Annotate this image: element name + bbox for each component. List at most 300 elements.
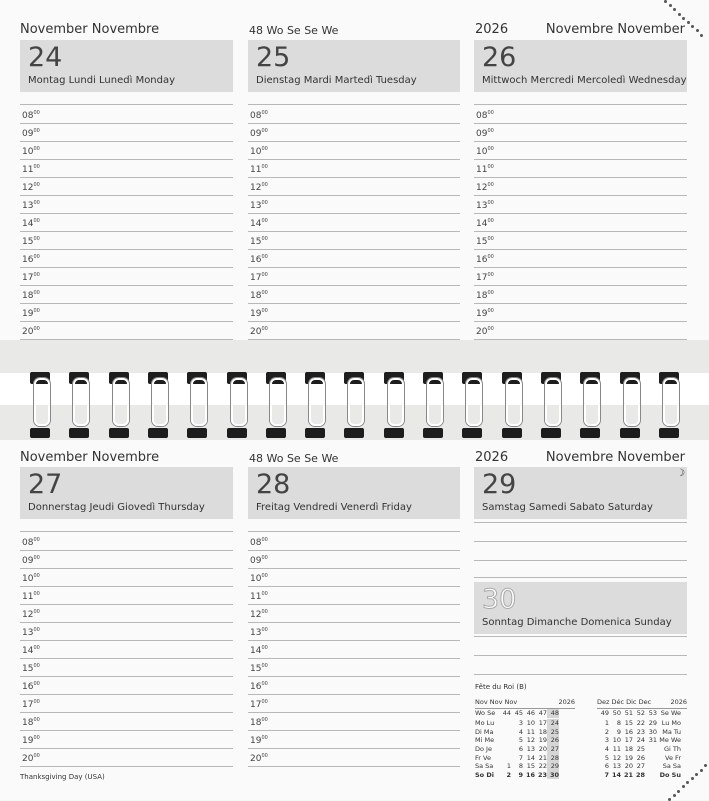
hour-label <box>250 555 268 566</box>
mini-day: 21 <box>538 753 547 762</box>
hour-value: 13 <box>250 628 262 638</box>
mini-day: 22 <box>538 762 547 771</box>
spiral-binding <box>0 340 709 440</box>
spiral-ring <box>30 370 50 420</box>
hour-row[interactable] <box>248 623 460 641</box>
day-names: Dienstag Mardi Martedì Tuesday <box>256 75 417 86</box>
mini-day: 11 <box>526 727 535 736</box>
hour-value: 13 <box>476 201 488 211</box>
day-names: Mittwoch Mercredi Mercoledì Wednesday <box>482 75 687 86</box>
hour-label <box>22 699 40 710</box>
hour-row[interactable] <box>20 551 233 569</box>
hour-minutes: 00 <box>261 555 268 561</box>
hour-minutes: 00 <box>261 609 268 615</box>
rule <box>474 560 687 561</box>
perforation-dot <box>678 13 681 16</box>
perforation-dot <box>682 17 685 20</box>
mini-day <box>499 753 511 762</box>
hour-label <box>22 110 40 121</box>
holiday-note: Thanksgiving Day (USA) <box>20 773 105 781</box>
hour-row[interactable] <box>20 587 233 605</box>
hour-value: 10 <box>476 147 488 157</box>
mini-head: 52 <box>636 709 645 718</box>
hour-row[interactable] <box>474 160 687 178</box>
hour-label <box>476 326 494 337</box>
hour-row[interactable] <box>248 304 460 322</box>
hour-minutes: 00 <box>33 254 40 260</box>
hour-row[interactable] <box>248 731 460 749</box>
hour-value: 11 <box>476 165 488 175</box>
mini-day: 14 <box>611 770 621 779</box>
hour-row[interactable] <box>248 533 460 551</box>
hour-label <box>250 146 268 157</box>
day-names: Sonntag Dimanche Domenica Sunday <box>482 617 672 628</box>
hour-label <box>250 290 268 301</box>
hour-row[interactable] <box>20 106 233 124</box>
hour-row[interactable] <box>474 322 687 340</box>
hour-row[interactable] <box>248 268 460 286</box>
day-number: 29 <box>482 469 517 500</box>
hour-label <box>476 200 494 211</box>
hour-row[interactable] <box>20 142 233 160</box>
mini-day: 4 <box>518 727 523 736</box>
hour-value: 13 <box>250 201 262 211</box>
hour-minutes: 00 <box>33 645 40 651</box>
hour-value: 14 <box>22 219 34 229</box>
mini-day: 2 <box>604 727 609 736</box>
hour-row[interactable] <box>248 695 460 713</box>
mini-day: 18 <box>538 727 547 736</box>
rule <box>474 522 687 523</box>
hour-row[interactable] <box>248 250 460 268</box>
hour-value: 10 <box>22 147 34 157</box>
hour-row[interactable] <box>20 268 233 286</box>
hour-value: 14 <box>476 219 488 229</box>
hour-value: 09 <box>250 556 262 566</box>
hour-row[interactable] <box>474 304 687 322</box>
mini-head: 51 <box>624 709 633 718</box>
hour-row[interactable] <box>248 286 460 304</box>
mini-day: 2 <box>506 770 511 779</box>
hour-minutes: 00 <box>33 146 40 152</box>
hour-value: 15 <box>22 664 34 674</box>
hour-label <box>476 110 494 121</box>
day-names: Samstag Samedi Sabato Saturday <box>482 502 653 513</box>
spiral-ring <box>266 370 286 420</box>
hour-value: 13 <box>22 201 34 211</box>
hour-label <box>22 591 40 602</box>
hour-list <box>474 106 687 340</box>
hour-row[interactable] <box>474 178 687 196</box>
month-label: Novembre November <box>545 450 685 465</box>
hour-value: 20 <box>250 327 262 337</box>
mini-weekday: Sa Sa <box>475 762 494 771</box>
spiral-ring <box>580 370 600 420</box>
hour-row[interactable] <box>20 659 233 677</box>
hour-row[interactable] <box>248 106 460 124</box>
hour-row[interactable] <box>20 232 233 250</box>
day-number: 27 <box>28 469 63 500</box>
hour-minutes: 00 <box>261 164 268 170</box>
hour-row[interactable] <box>248 713 460 731</box>
hour-row[interactable] <box>248 659 460 677</box>
mini-day: 3 <box>604 736 609 745</box>
perforation-dot <box>700 769 703 772</box>
hour-minutes: 00 <box>261 290 268 296</box>
mini-day: 25 <box>636 745 645 754</box>
hour-row[interactable] <box>20 124 233 142</box>
hour-row[interactable] <box>248 196 460 214</box>
hour-minutes: 00 <box>487 110 494 116</box>
hour-row[interactable] <box>474 232 687 250</box>
hour-list <box>20 533 233 767</box>
hour-label <box>22 753 40 764</box>
hour-label <box>22 681 40 692</box>
hour-value: 18 <box>476 291 488 301</box>
mini-day: 15 <box>624 719 633 728</box>
rule <box>474 577 687 578</box>
rule <box>474 674 687 675</box>
hour-row[interactable] <box>20 250 233 268</box>
hour-value: 08 <box>22 538 34 548</box>
hour-row[interactable] <box>248 178 460 196</box>
mini-day: 28 <box>635 770 645 779</box>
hour-minutes: 00 <box>487 128 494 134</box>
day-number: 25 <box>256 42 291 73</box>
mini-day: 28 <box>547 753 559 762</box>
hour-label <box>22 537 40 548</box>
hour-row[interactable] <box>20 178 233 196</box>
mini-day <box>499 728 511 737</box>
hour-label <box>476 236 494 247</box>
rule <box>20 531 233 532</box>
hour-minutes: 00 <box>487 326 494 332</box>
hour-row[interactable] <box>474 286 687 304</box>
col2-header: 48 Wo Se Se We <box>249 452 339 465</box>
hour-value: 09 <box>250 129 262 139</box>
hour-label <box>22 236 40 247</box>
hour-value: 12 <box>476 183 488 193</box>
hour-value: 15 <box>250 237 262 247</box>
mini-day: 19 <box>624 753 633 762</box>
hour-value: 09 <box>22 129 34 139</box>
day-box-28[interactable] <box>248 467 460 519</box>
day-number: 30 <box>482 584 517 615</box>
mini-day: 31 <box>648 736 657 745</box>
mini-head: 50 <box>612 709 621 718</box>
hour-row[interactable] <box>474 106 687 124</box>
hour-label <box>476 254 494 265</box>
hour-minutes: 00 <box>33 753 40 759</box>
hour-row[interactable] <box>474 268 687 286</box>
hour-value: 19 <box>22 309 34 319</box>
spiral-ring <box>344 370 364 420</box>
day-box-26[interactable] <box>474 40 687 92</box>
hour-label <box>22 645 40 656</box>
hour-minutes: 00 <box>33 591 40 597</box>
hour-row[interactable] <box>474 250 687 268</box>
hour-row[interactable] <box>20 605 233 623</box>
mini-weekday: Ve Fr <box>665 753 681 762</box>
mini-day: 11 <box>612 745 621 754</box>
hour-minutes: 00 <box>33 681 40 687</box>
hour-minutes: 00 <box>33 609 40 615</box>
hour-row[interactable] <box>20 569 233 587</box>
rule <box>474 655 687 656</box>
mini-day: 19 <box>538 736 547 745</box>
hour-minutes: 00 <box>33 627 40 633</box>
mini-day: 29 <box>648 719 657 728</box>
mini-title: Nov Nov Nov <box>475 698 518 706</box>
hour-row[interactable] <box>248 124 460 142</box>
hour-value: 14 <box>22 646 34 656</box>
mini-day: 16 <box>624 727 633 736</box>
spiral-ring <box>109 370 129 420</box>
hour-label <box>250 254 268 265</box>
day-box-30[interactable] <box>474 582 687 634</box>
moon-phase-icon: ☽ <box>676 468 685 479</box>
hour-label <box>250 699 268 710</box>
hour-label <box>250 609 268 620</box>
mini-head: Wo Se <box>475 709 496 718</box>
perforation-dot <box>700 34 703 37</box>
hour-value: 16 <box>476 255 488 265</box>
hour-row[interactable] <box>20 677 233 695</box>
hour-label <box>22 254 40 265</box>
hour-minutes: 00 <box>487 218 494 224</box>
hour-row[interactable] <box>248 322 460 340</box>
hour-row[interactable] <box>248 587 460 605</box>
hour-minutes: 00 <box>261 717 268 723</box>
mini-day: 23 <box>636 727 645 736</box>
hour-row[interactable] <box>20 695 233 713</box>
hour-value: 16 <box>250 255 262 265</box>
hour-row[interactable] <box>474 214 687 232</box>
hour-value: 17 <box>476 273 488 283</box>
hour-row[interactable] <box>20 731 233 749</box>
col3-header <box>475 450 685 465</box>
mini-head: 53 <box>648 709 657 718</box>
day-names: Montag Lundi Lunedì Monday <box>28 75 176 86</box>
mini-day: 23 <box>537 770 547 779</box>
day-box-29[interactable] <box>474 467 687 519</box>
hour-row[interactable] <box>474 196 687 214</box>
hour-minutes: 00 <box>33 699 40 705</box>
hour-minutes: 00 <box>487 236 494 242</box>
fete-note: Fête du Roi (B) <box>475 683 527 691</box>
hour-row[interactable] <box>20 623 233 641</box>
mini-weekday: Fr Ve <box>475 753 491 762</box>
hour-value: 16 <box>22 682 34 692</box>
hour-value: 11 <box>22 592 34 602</box>
hour-minutes: 00 <box>261 591 268 597</box>
mini-day: 4 <box>604 745 609 754</box>
hour-row[interactable] <box>248 605 460 623</box>
hour-label <box>22 200 40 211</box>
mini-day: 6 <box>604 762 609 771</box>
hour-minutes: 00 <box>261 753 268 759</box>
rule <box>474 636 687 637</box>
hour-value: 12 <box>22 610 34 620</box>
hour-row[interactable] <box>248 160 460 178</box>
hour-row[interactable] <box>20 713 233 731</box>
hour-row[interactable] <box>20 286 233 304</box>
day-box-24[interactable] <box>20 40 233 92</box>
mini-day: 26 <box>547 736 559 745</box>
hour-row[interactable] <box>20 214 233 232</box>
hour-label <box>476 290 494 301</box>
hour-value: 12 <box>250 183 262 193</box>
hour-label <box>250 681 268 692</box>
mini-weekday: So Di <box>475 770 495 779</box>
hour-value: 10 <box>22 574 34 584</box>
hour-label <box>250 308 268 319</box>
hour-row[interactable] <box>248 142 460 160</box>
hour-label <box>22 146 40 157</box>
hour-row[interactable] <box>248 641 460 659</box>
hour-list <box>248 106 460 340</box>
hour-value: 11 <box>250 592 262 602</box>
hour-label <box>22 663 40 674</box>
hour-row[interactable] <box>20 160 233 178</box>
hour-value: 13 <box>22 628 34 638</box>
hour-value: 17 <box>22 273 34 283</box>
mini-weekday: Mo Lu <box>475 719 495 728</box>
hour-label <box>250 110 268 121</box>
rule <box>20 104 233 105</box>
hour-label <box>250 537 268 548</box>
hour-value: 18 <box>22 291 34 301</box>
hour-minutes: 00 <box>261 573 268 579</box>
mini-head: 45 <box>514 709 523 718</box>
mini-weekday: Sa Sa <box>662 762 681 771</box>
col1-header: November Novembre <box>20 450 160 465</box>
mini-day: 30 <box>547 771 559 780</box>
spiral-ring <box>148 370 168 420</box>
hour-row[interactable] <box>248 551 460 569</box>
hour-minutes: 00 <box>33 290 40 296</box>
hour-row[interactable] <box>20 322 233 340</box>
mini-day: 10 <box>526 719 535 728</box>
hour-label <box>250 218 268 229</box>
spiral-ring <box>423 370 443 420</box>
mini-day: 13 <box>612 762 621 771</box>
hour-value: 12 <box>22 183 34 193</box>
hour-label <box>250 182 268 193</box>
hour-row[interactable] <box>474 142 687 160</box>
hour-row[interactable] <box>474 124 687 142</box>
hour-label <box>22 555 40 566</box>
hour-minutes: 00 <box>487 146 494 152</box>
hour-row[interactable] <box>20 641 233 659</box>
hour-label <box>22 326 40 337</box>
hour-minutes: 00 <box>33 663 40 669</box>
year-label: 2026 <box>475 22 509 37</box>
hour-value: 17 <box>22 700 34 710</box>
spiral-ring <box>541 370 561 420</box>
hour-minutes: 00 <box>33 182 40 188</box>
hour-label <box>476 182 494 193</box>
hour-row[interactable] <box>20 533 233 551</box>
mini-table <box>475 709 559 718</box>
perforation-dot <box>664 0 667 3</box>
day-box-27[interactable] <box>20 467 233 519</box>
hour-value: 11 <box>250 165 262 175</box>
mini-day <box>645 771 657 780</box>
day-names: Donnerstag Jeudi Giovedì Thursday <box>28 502 205 513</box>
hour-label <box>250 326 268 337</box>
hour-label <box>22 272 40 283</box>
hour-minutes: 00 <box>261 627 268 633</box>
hour-list <box>248 533 460 767</box>
hour-value: 15 <box>22 237 34 247</box>
hour-row[interactable] <box>248 677 460 695</box>
hour-value: 08 <box>250 538 262 548</box>
hour-row[interactable] <box>248 569 460 587</box>
hour-label <box>22 717 40 728</box>
hour-row[interactable] <box>248 749 460 767</box>
mini-weekday: Lu Mo <box>661 719 681 728</box>
hour-value: 18 <box>250 291 262 301</box>
mini-body <box>475 719 559 779</box>
hour-value: 16 <box>250 682 262 692</box>
hour-minutes: 00 <box>33 272 40 278</box>
hour-label <box>250 735 268 746</box>
hour-minutes: 00 <box>33 717 40 723</box>
hour-minutes: 00 <box>261 326 268 332</box>
mini-day: 7 <box>604 770 609 779</box>
hour-value: 20 <box>22 327 34 337</box>
hour-minutes: 00 <box>261 182 268 188</box>
hour-value: 19 <box>250 736 262 746</box>
day-number: 26 <box>482 42 517 73</box>
hour-label <box>476 308 494 319</box>
hour-row[interactable] <box>248 214 460 232</box>
hour-value: 08 <box>250 111 262 121</box>
hour-minutes: 00 <box>487 290 494 296</box>
hour-label <box>250 753 268 764</box>
mini-weekday: Ma Tu <box>662 727 681 736</box>
mini-weekday: Do Su <box>659 770 681 779</box>
hour-value: 16 <box>22 255 34 265</box>
hour-label <box>476 164 494 175</box>
hour-row[interactable] <box>248 232 460 250</box>
mini-day: 27 <box>636 762 645 771</box>
year-label: 2026 <box>475 450 509 465</box>
hour-row[interactable] <box>20 196 233 214</box>
day-box-25[interactable] <box>248 40 460 92</box>
top-page <box>0 0 709 340</box>
mini-day: 22 <box>636 719 645 728</box>
hour-row[interactable] <box>20 304 233 322</box>
hour-row[interactable] <box>20 749 233 767</box>
hour-label <box>476 218 494 229</box>
mini-day <box>499 736 511 745</box>
hour-minutes: 00 <box>261 681 268 687</box>
spiral-ring <box>384 370 404 420</box>
hour-minutes: 00 <box>261 236 268 242</box>
mini-day: 20 <box>624 762 633 771</box>
hour-value: 09 <box>476 129 488 139</box>
mini-day: 30 <box>648 727 657 736</box>
hour-label <box>250 200 268 211</box>
hour-minutes: 00 <box>261 254 268 260</box>
hour-minutes: 00 <box>261 735 268 741</box>
mini-day: 5 <box>518 736 523 745</box>
hour-minutes: 00 <box>261 645 268 651</box>
mini-head: 49 <box>600 709 609 718</box>
perforation-dot <box>687 21 690 24</box>
